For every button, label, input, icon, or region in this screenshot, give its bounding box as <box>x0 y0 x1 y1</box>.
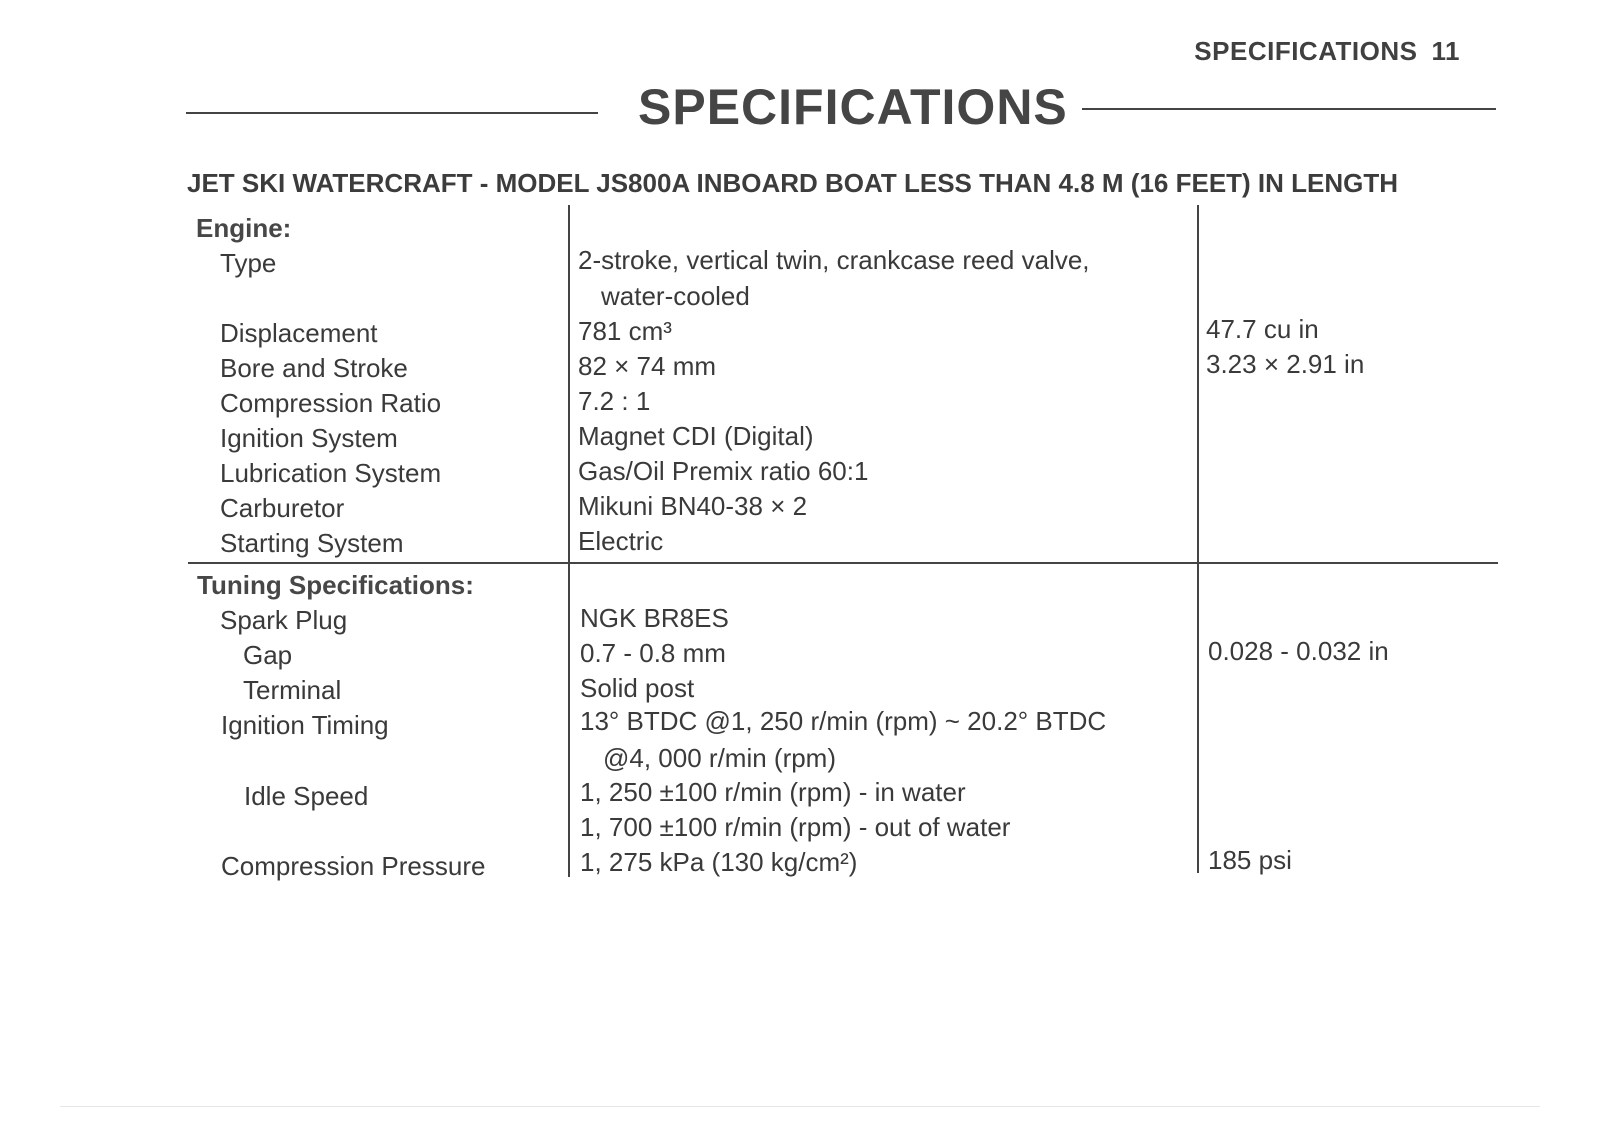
ignition-value: Magnet CDI (Digital) <box>578 421 814 451</box>
column-divider-2 <box>1197 205 1199 873</box>
compression-pressure-label: Compression Pressure <box>221 851 486 881</box>
running-head-text: SPECIFICATIONS <box>1194 36 1418 66</box>
carburetor-value: Mikuni BN40-38 × 2 <box>578 491 808 521</box>
terminal-value: Solid post <box>580 673 695 703</box>
compression-ratio-value: 7.2 : 1 <box>578 386 651 416</box>
engine-heading: Engine: <box>196 213 292 243</box>
spark-plug-value: NGK BR8ES <box>580 603 729 633</box>
displacement-us: 47.7 cu in <box>1206 314 1319 344</box>
starting-value: Electric <box>578 526 664 556</box>
displacement-label: Displacement <box>220 318 378 348</box>
timing-value-line2: @4, 000 r/min (rpm) <box>603 743 836 773</box>
carburetor-label: Carburetor <box>220 493 345 523</box>
lubrication-label: Lubrication System <box>220 458 442 488</box>
model-subtitle: JET SKI WATERCRAFT - MODEL JS800A INBOARD BOAT LESS THAN 4.8 M (16 FEET) IN LENGTH <box>187 168 1399 198</box>
bore-value: 82 × 74 mm <box>578 351 717 381</box>
timing-value-line1: 13° BTDC @1, 250 r/min (rpm) ~ 20.2° BTDC <box>580 706 1107 736</box>
type-value-line1: 2-stroke, vertical twin, crankcase reed valve, <box>578 245 1090 275</box>
bore-us: 3.23 × 2.91 in <box>1206 349 1365 379</box>
page-bottom-edge <box>60 1106 1540 1107</box>
column-divider-1 <box>568 205 570 877</box>
starting-label: Starting System <box>220 528 404 558</box>
idle-label: Idle Speed <box>244 781 369 811</box>
bore-label: Bore and Stroke <box>220 353 408 383</box>
idle-value-line1: 1, 250 ±100 r/min (rpm) - in water <box>580 777 966 807</box>
gap-value: 0.7 - 0.8 mm <box>580 638 726 668</box>
running-head <box>1194 36 1460 67</box>
ignition-label: Ignition System <box>220 423 398 453</box>
terminal-label: Terminal <box>243 675 342 705</box>
compression-pressure-us: 185 psi <box>1208 845 1292 875</box>
timing-label: Ignition Timing <box>221 710 389 740</box>
section-divider <box>188 562 1498 564</box>
compression-ratio-label: Compression Ratio <box>220 388 442 418</box>
page-title: SPECIFICATIONS <box>638 79 1068 135</box>
displacement-value: 781 cm³ <box>578 316 672 346</box>
gap-label: Gap <box>243 640 293 670</box>
spark-plug-label: Spark Plug <box>220 605 348 635</box>
gap-us: 0.028 - 0.032 in <box>1208 636 1389 666</box>
title-rule-right <box>1082 108 1496 110</box>
type-value-line2: water-cooled <box>601 281 750 311</box>
title-rule-left <box>186 112 598 114</box>
tuning-heading: Tuning Specifications: <box>197 570 474 600</box>
title-row <box>186 78 1496 142</box>
lubrication-value: Gas/Oil Premix ratio 60:1 <box>578 456 869 486</box>
idle-value-line2: 1, 700 ±100 r/min (rpm) - out of water <box>580 812 1011 842</box>
page-number: 11 <box>1431 36 1460 66</box>
type-label: Type <box>220 248 277 278</box>
compression-pressure-value: 1, 275 kPa (130 kg/cm²) <box>580 847 858 877</box>
